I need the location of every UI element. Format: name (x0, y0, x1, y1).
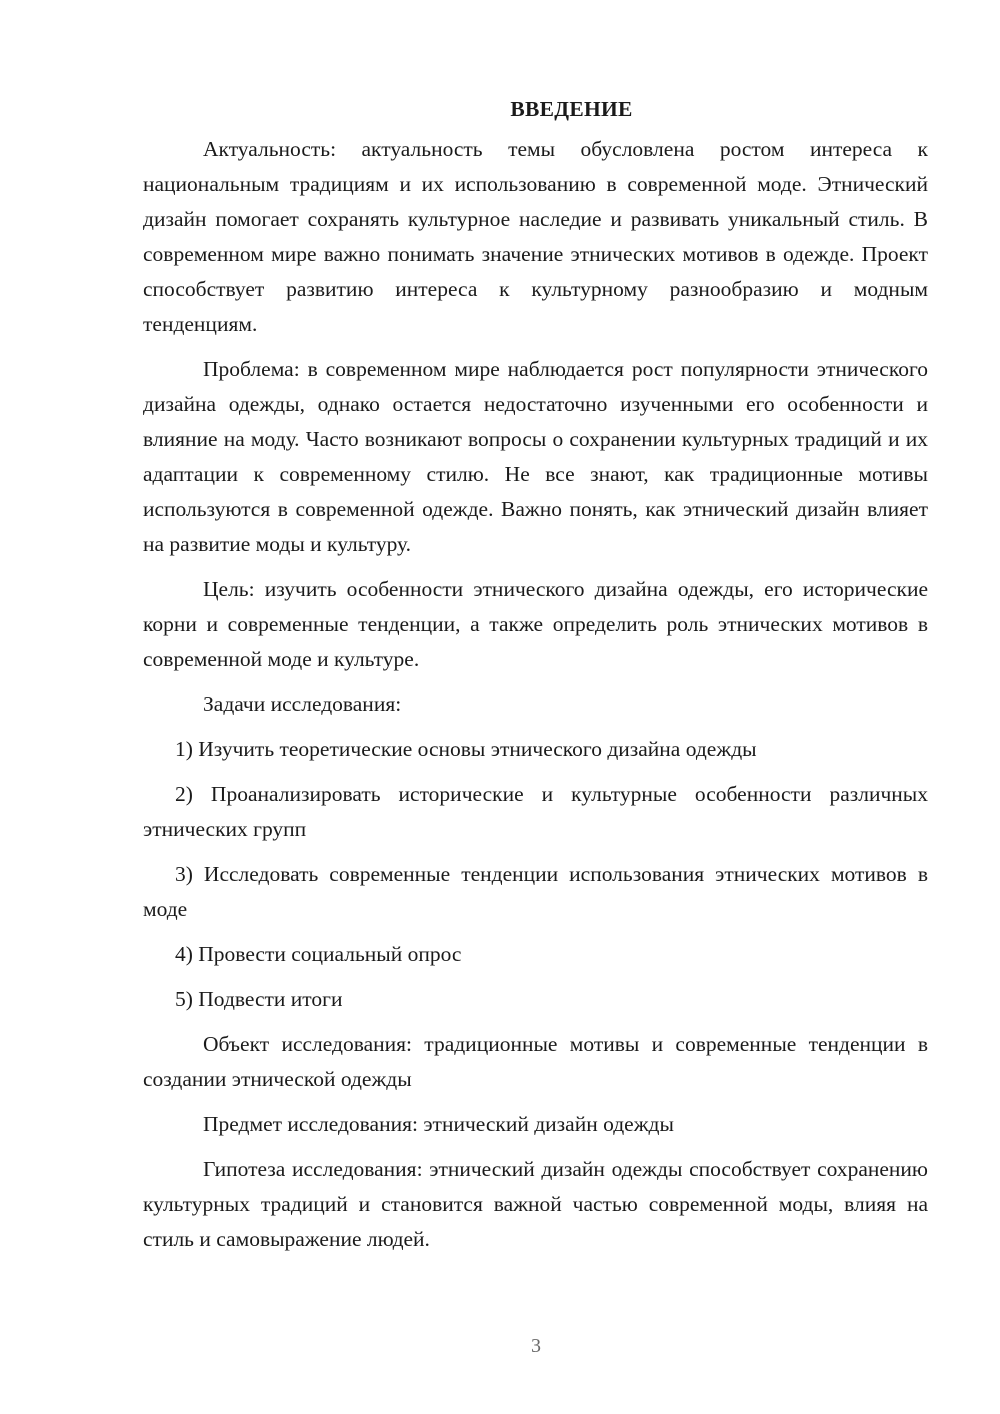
task-item-2: 2) Проанализировать исторические и культурные особенности различных этнических групп (143, 782, 928, 841)
object-paragraph: Объект исследования: традиционные мотивы и современные тенденции в создании этнической одежды (143, 1032, 928, 1091)
goal-paragraph: Цель: изучить особенности этнического дизайна одежды, его исторические корни и современные тенденции, а также определить роль этнических мотивов в современной моде и культуре. (143, 577, 928, 671)
task-item-3: 3) Исследовать современные тенденции использования этнических мотивов в моде (143, 862, 928, 921)
task-item-4: 4) Провести социальный опрос (175, 942, 462, 966)
hypothesis-paragraph: Гипотеза исследования: этнический дизайн одежды способствует сохранению культурных традиций и становится важной частью современной моды, влияя на стиль и самовыражение людей. (143, 1157, 928, 1251)
tasks-heading: Задачи исследования: (203, 692, 402, 716)
document-page (143, 92, 928, 1267)
relevance-paragraph: Актуальность: актуальность темы обусловлена ростом интереса к национальным традициям и их использованию в современной моде. Этнический дизайн помогает сохранять культурное наследие и развивать уникальный стиль. В современном мире важно понимать значение этнических мотивов в одежде. Проект способствует развитию интереса к культурному разнообразию и модным тенденциям. (143, 137, 928, 336)
task-item-5: 5) Подвести итоги (175, 987, 343, 1011)
section-title: ВВЕДЕНИЕ (510, 97, 633, 121)
subject-paragraph: Предмет исследования: этнический дизайн одежды (203, 1112, 674, 1136)
task-item-1: 1) Изучить теоретические основы этнического дизайна одежды (175, 737, 757, 761)
problem-paragraph: Проблема: в современном мире наблюдается рост популярности этнического дизайна одежды, однако остается недостаточно изученными его особенности и влияние на моду. Часто возникают вопросы о сохранении культурных традиций и их адаптации к современному стилю. Не все знают, как традиционные мотивы используются в современной одежде. Важно понять, как этнический дизайн влияет на развитие моды и культуру. (143, 357, 928, 556)
page-number: 3 (531, 1335, 541, 1357)
